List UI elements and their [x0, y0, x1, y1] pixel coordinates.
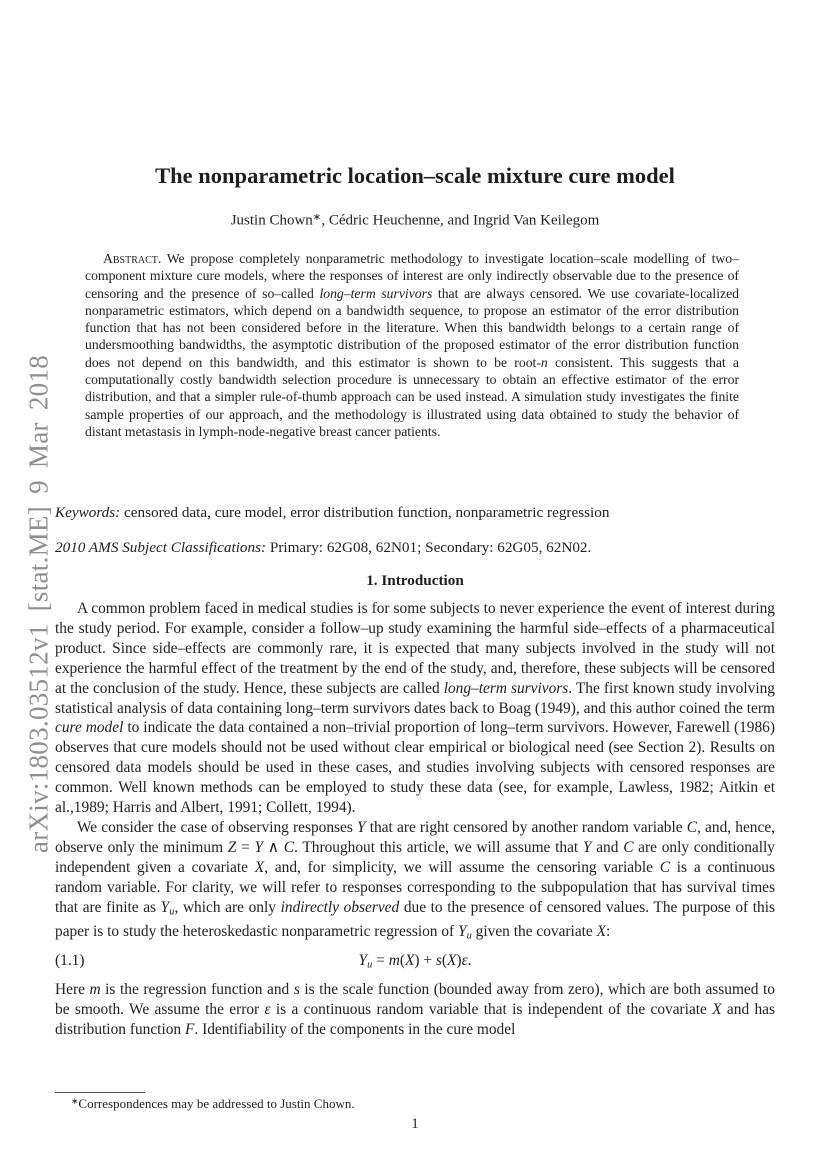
footnote: [55, 1092, 775, 1112]
footnote-text: ∗Correspondences may be addressed to Justin Chown.: [71, 1096, 355, 1111]
intro-paragraph-3: Here m is the regression function and s is the scale function (bounded away from zero), which are both assumed to be smooth. We assume the error ε is a continuous random variable that is independent of the covariate X and has distribution function F. Identifiability of the components in the cure model: [55, 981, 775, 1039]
author-line: Justin Chown∗, Cédric Heuchenne, and Ingrid Van Keilegom: [230, 212, 600, 229]
arxiv-watermark: arXiv:1803.03512v1 [stat.ME] 9 Mar 2018: [23, 354, 54, 854]
paper-title: The nonparametric location–scale mixture cure model: [155, 163, 675, 188]
intro-paragraph-1: A common problem faced in medical studies is for some subjects to never experience the event of interest during the study period. For example, consider a follow–up study examining the harmful side–effects of a pharmaceutical product. Since side–effects are commonly rare, it is expected that many subjects involved in the study will not experience the harmful effect of the treatment by the end of the study, and, therefore, these subjects will be censored at the conclusion of the study. Hence, these subjects are called long–term survivors. The first known study involving statistical analysis of data containing long–term survivors dates back to Boag (1949), and this author coined the term cure model to indicate the data contained a non–trivial proportion of long–term survivors. However, Farewell (1986) observes that cure models should not be used without clear empirical or biological need (see Section 2). Results on censored data models should be used in these cases, and studies involving subjects with censored responses are common. Well known methods can be employed to study these data (see, for example, Lawless, 1982; Aitkin et al.,1989; Harris and Albert, 1991; Collett, 1994).: [55, 600, 775, 817]
section-heading-introduction: 1. Introduction: [366, 572, 464, 589]
equation-number: (1.1): [55, 952, 85, 969]
keywords-line: Keywords: censored data, cure model, error distribution function, nonparametric regression: [55, 504, 610, 521]
page-number: 1: [411, 1116, 419, 1132]
equation-1-1: [55, 951, 775, 975]
introduction-body: [55, 599, 775, 1040]
equation-body: $Y_u = m(X) + s(X)\varepsilon$.: [358, 952, 472, 971]
intro-paragraph-2: We consider the case of observing responses Y that are right censored by another random variable C, and, hence, observe only the minimum Z = Y ∧ C. Throughout this article, we will assume that Y and C are only conditionally independent given a covariate X, and, for simplicity, we will assume the censoring variable C is a continuous random variable. For clarity, we will refer to responses corresponding to the subpopulation that has survival times that are finite as $Y_u$, which are only indirectly observed due to the presence of censored values. The purpose of this paper is to study the heteroskedastic nonparametric regression of $Y_u$ given the covariate X:: [55, 818, 776, 942]
ams-classifications-line: 2010 AMS Subject Classifications: Primary: 62G08, 62N01; Secondary: 62G05, 62N02.: [55, 539, 592, 556]
abstract-text: Abstract. We propose completely nonparametric methodology to investigate location–scale modelling of two–component mixture cure models, where the responses of interest are only indirectly observable due to the presence of censoring and the presence of so–called long–term survivors that are always censored. We use covariate-localized nonparametric estimators, which depend on a bandwidth sequence, to propose an estimator of the error distribution function that has not been considered before in the literature. When this bandwidth belongs to a certain range of undersmoothing bandwidths, the asymptotic distribution of the proposed estimator of the error distribution function does not depend on this bandwidth, and this estimator is shown to be root-n consistent. This suggests that a computationally costly bandwidth selection procedure is unnecessary to obtain an effective estimator of the error distribution, and that a simpler rule-of-thumb approach can be used instead. A simulation study investigates the finite sample properties of our approach, and the methodology is illustrated using data obtained to study the behavior of distant metastasis in lymph-node-negative breast cancer patients.: [85, 251, 739, 439]
footnote-rule: [55, 1092, 145, 1093]
